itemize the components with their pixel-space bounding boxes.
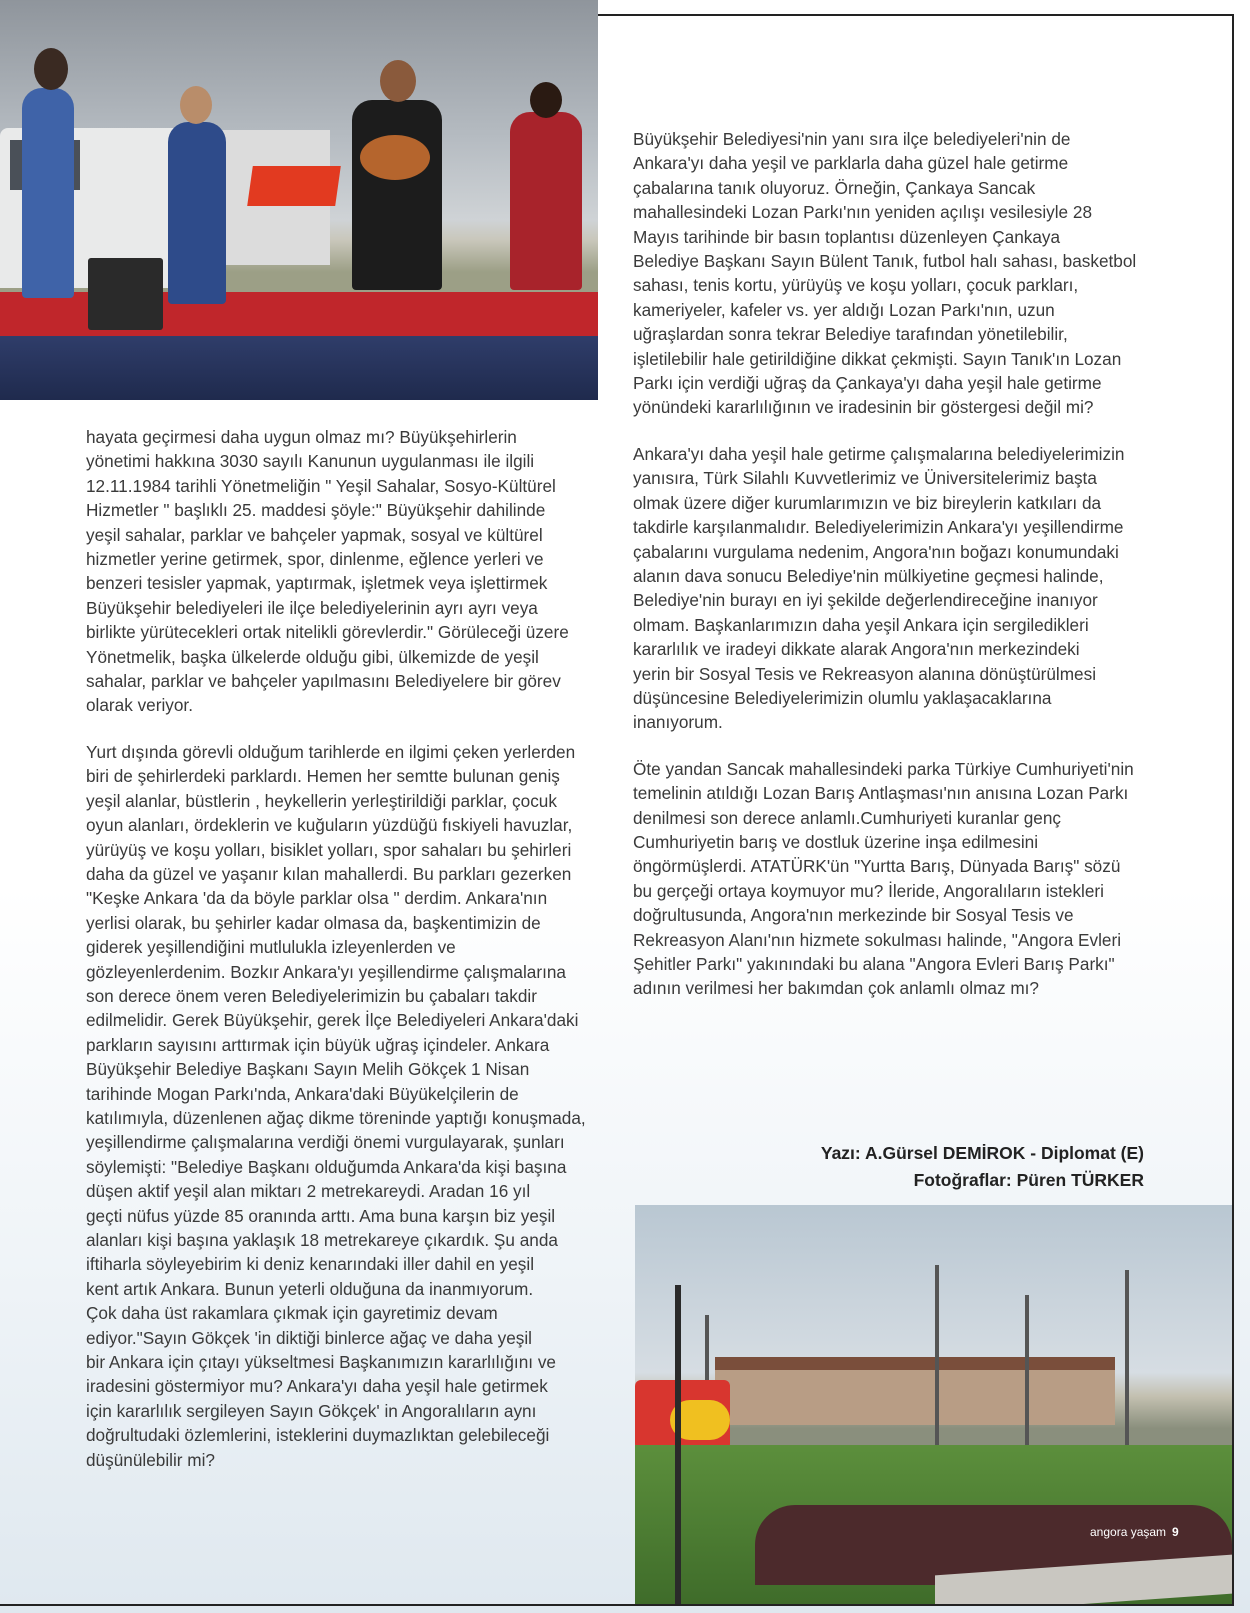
left-paragraph-2: Yurt dışında görevli olduğum tarihlerde en ilgimi çeken yerlerden biri de şehirlerdeki parklardı. Hemen her semtte bulunan geniş yeşil alanlar, büstlerin , heykellerin yerleştirildiği parklar, çocuk oyun alanları, ördeklerin ve kuğuların yüzdüğü fıskiyeli havuzlar, yürüyüş ve koşu yolları, bisiklet yolları, spor sahaları bu şehirleri daha da güzel ve yaşanır kılan mahallerdi. Bu parkları gezerken "Keşke Ankara 'da da böyle parklar olsa " derdim. Ankara'nın yerlisi olarak, bu şehirler kadar olmasa da, başkentimizin de giderek yeşillendiğini mutlulukla izleyenlerden ve gözleyenlerdenim. Bozkır Ankara'yı yeşillendirme çalışmalarına son derece önem veren Belediyelerimizin bu çabaları takdir edilmelidir. Gerek Büyükşehir, gerek İlçe Belediyeleri Ankara'daki parkların sayısını arttırmak için büyük uğraş içindeler. Ankara Büyükşehir Belediye Başkanı Sayın Melih Gökçek 1 Nisan tarihinde Mogan Parkı'nda, Ankara'daki Büyükelçilerin de katılımıyla, düzenlenen ağaç dikme töreninde yaptığı konuşmada, yeşillendirme çalışmalarına verdiği önemi vurgulayarak, şunları söylemişti: "Belediye Başkanı olduğumda Ankara'da kişi başına düşen aktif yeşil alan miktarı 2 metrekareydi. Aradan 16 yıl geçti nüfus yüzde 85 oranında arttı. Ama buna karşın biz yeşil alanları kişi başına yaklaşık 18 metrekareye çıkardık. Şu anda iftiharla söyleyebirim ki deniz kenarındaki iller dahil en yeşil kent artık Ankara. Bunun yeterli olduğuna da inanmıyorum. Çok daha üst rakamlara çıkmak için gayretimiz devam ediyor."Sayın Gökçek 'in diktiği binlerce ağaç ve daha yeşil bir Ankara için çıtayı yükseltmesi Başkanımızın kararlılığını ve iradesini göstermiyor mu? Ankara'yı daha yeşil hale getirmek için kararlılık sergileyen Sayın Gökçek' in Angoralıların aynı doğrultudaki özlemlerini, isteklerini duymazlıktan gelebileceği düşünülebilir mi? xyxy=(86,741,586,1470)
musician-1-head xyxy=(34,48,68,90)
musician-4-head xyxy=(530,82,562,118)
guitarist xyxy=(352,100,442,290)
street-lamp xyxy=(675,1285,681,1604)
guitarist-head xyxy=(380,60,416,102)
music-stand xyxy=(247,166,341,206)
guitar xyxy=(360,135,430,180)
musician-4 xyxy=(510,112,582,290)
left-paragraph-1: hayata geçirmesi daha uygun olmaz mı? Büyükşehirlerin yönetimi hakkına 3030 sayılı Kanunun uygulanması ile ilgili 12.11.1984 tarihli Yönetmeliğin " Yeşil Sahalar, Sosyo-Kültürel Hizmetler " başlıklı 25. maddesi şöyle:" Büyükşehir dahilinde yeşil sahalar, parklar ve bahçeler yapmak, sosyal ve kültürel hizmetler yerine getirmek, spor, dinlenme, eğlence yerleri ve benzeri tesisler yapmak, yaptırmak, işletmek veya işlettirmek Büyükşehir belediyeleri ile ilçe belediyelerinin ayrı ayrı veya birlikte yürütecekleri ortak nitelikli görevlerdir." Görüleceği üzere Yönetmelik, başka ülkelerde olduğu gibi, ülkemizde de yeşil sahalar, parklar ve bahçeler yapılmasını Belediyelere bir görev olarak veriyor. xyxy=(86,427,569,716)
singer-head xyxy=(180,86,212,124)
frame-border-bottom xyxy=(0,1604,1234,1606)
magazine-name: angora yaşam xyxy=(1090,1525,1167,1539)
page-number: 9 xyxy=(1172,1525,1179,1539)
musician-1 xyxy=(22,88,74,298)
photo-credit: Fotoğraflar: Püren TÜRKER xyxy=(913,1170,1144,1190)
right-paragraph-1: Büyükşehir Belediyesi'nin yanı sıra ilçe belediyeleri'nin de Ankara'yı daha yeşil ve parklarla daha güzel hale getirme çabalarına tanık oluyoruz. Örneğin, Çankaya Sancak mahallesindeki Lozan Parkı'nın yeniden açılışı vesilesiyle 28 Mayıs tarihinde bir basın toplantısı düzenleyen Çankaya Belediye Başkanı Sayın Bülent Tanık, futbol halı sahası, basketbol sahası, tenis kortu, yürüyüş ve koşu yolları, çocuk parkları, kameriyeler, kafeler vs. yer aldığı Lozan Parkı'nın, uzun uğraşlardan sonra tekrar Belediye tarafından yönetilebilir, işletilebilir hale getirildiğine dikkat çekmişti. Sayın Tanık'ın Lozan Parkı için verdiği uğraş da Çankaya'yı daha yeşil hale getirme yönündeki kararlılığının ve iradesinin bir göstergesi değil mi? xyxy=(633,129,1137,418)
amplifier xyxy=(88,258,163,330)
frame-border-top xyxy=(598,14,1232,16)
right-paragraph-3: Öte yandan Sancak mahallesindeki parka Türkiye Cumhuriyeti'nin temelinin atıldığı Lozan Barış Antlaşması'nın anısına Lozan Parkı denilmesi son derece anlamlı.Cumhuriyeti kuranlar genç Cumhuriyetin barış ve dostluk üzerine inşa edilmesini öngörmüşlerdi. ATATÜRK'ün "Yurtta Barış, Dünyada Barış" sözü bu gerçeği ortaya koymuyor mu? İleride, Angoralıların istekleri doğrultusunda, Angora'nın merkezinde bir Sosyal Tesis ve Rekreasyon Alanı'nın hizmete sokulması halinde, "Angora Evleri Şehitler Parkı" yakınındaki bu alana "Angora Evleri Barış Parkı" adının verilmesi her bakımdan çok anlamlı olmaz mı? xyxy=(633,758,1134,999)
right-text-column xyxy=(633,127,1153,1001)
park-photo xyxy=(635,1205,1232,1604)
page-footer xyxy=(1090,1525,1179,1539)
left-text-column xyxy=(86,425,601,1472)
article-credits xyxy=(821,1140,1144,1194)
author-credit: Yazı: A.Gürsel DEMİROK - Diplomat (E) xyxy=(820,1143,1144,1163)
stage-front xyxy=(0,336,598,400)
singer xyxy=(168,122,226,304)
concert-photo xyxy=(0,0,598,400)
houses xyxy=(715,1370,1115,1425)
frame-border-right xyxy=(1232,14,1234,1604)
right-paragraph-2: Ankara'yı daha yeşil hale getirme çalışmalarına belediyelerimizin yanısıra, Türk Silahlı Kuvvetlerimiz ve Üniversitelerimiz başta olmak üzere diğer kurumlarımızın ve biz bireylerin katkıları da takdirle karşılanmalıdır. Belediyelerimizin Ankara'yı yeşillendirme çabalarını vurgulama nedenim, Angora'nın boğazı konumundaki alanın dava sonucu Belediye'nin mülkiyetine geçmesi halinde, Belediye'nin burayı en iyi şekilde değerlendireceğine inanıyor olmam. Başkanlarımızın daha yeşil Ankara için sergiledikleri kararlılık ve iradeyi dikkate alarak Angora'nın merkezindeki yerin bir Sosyal Tesis ve Rekreasyon alanına dönüştürülmesi düşüncesine Belediyelerimizin olumlu yaklaşacaklarına inanıyorum. xyxy=(633,443,1125,733)
